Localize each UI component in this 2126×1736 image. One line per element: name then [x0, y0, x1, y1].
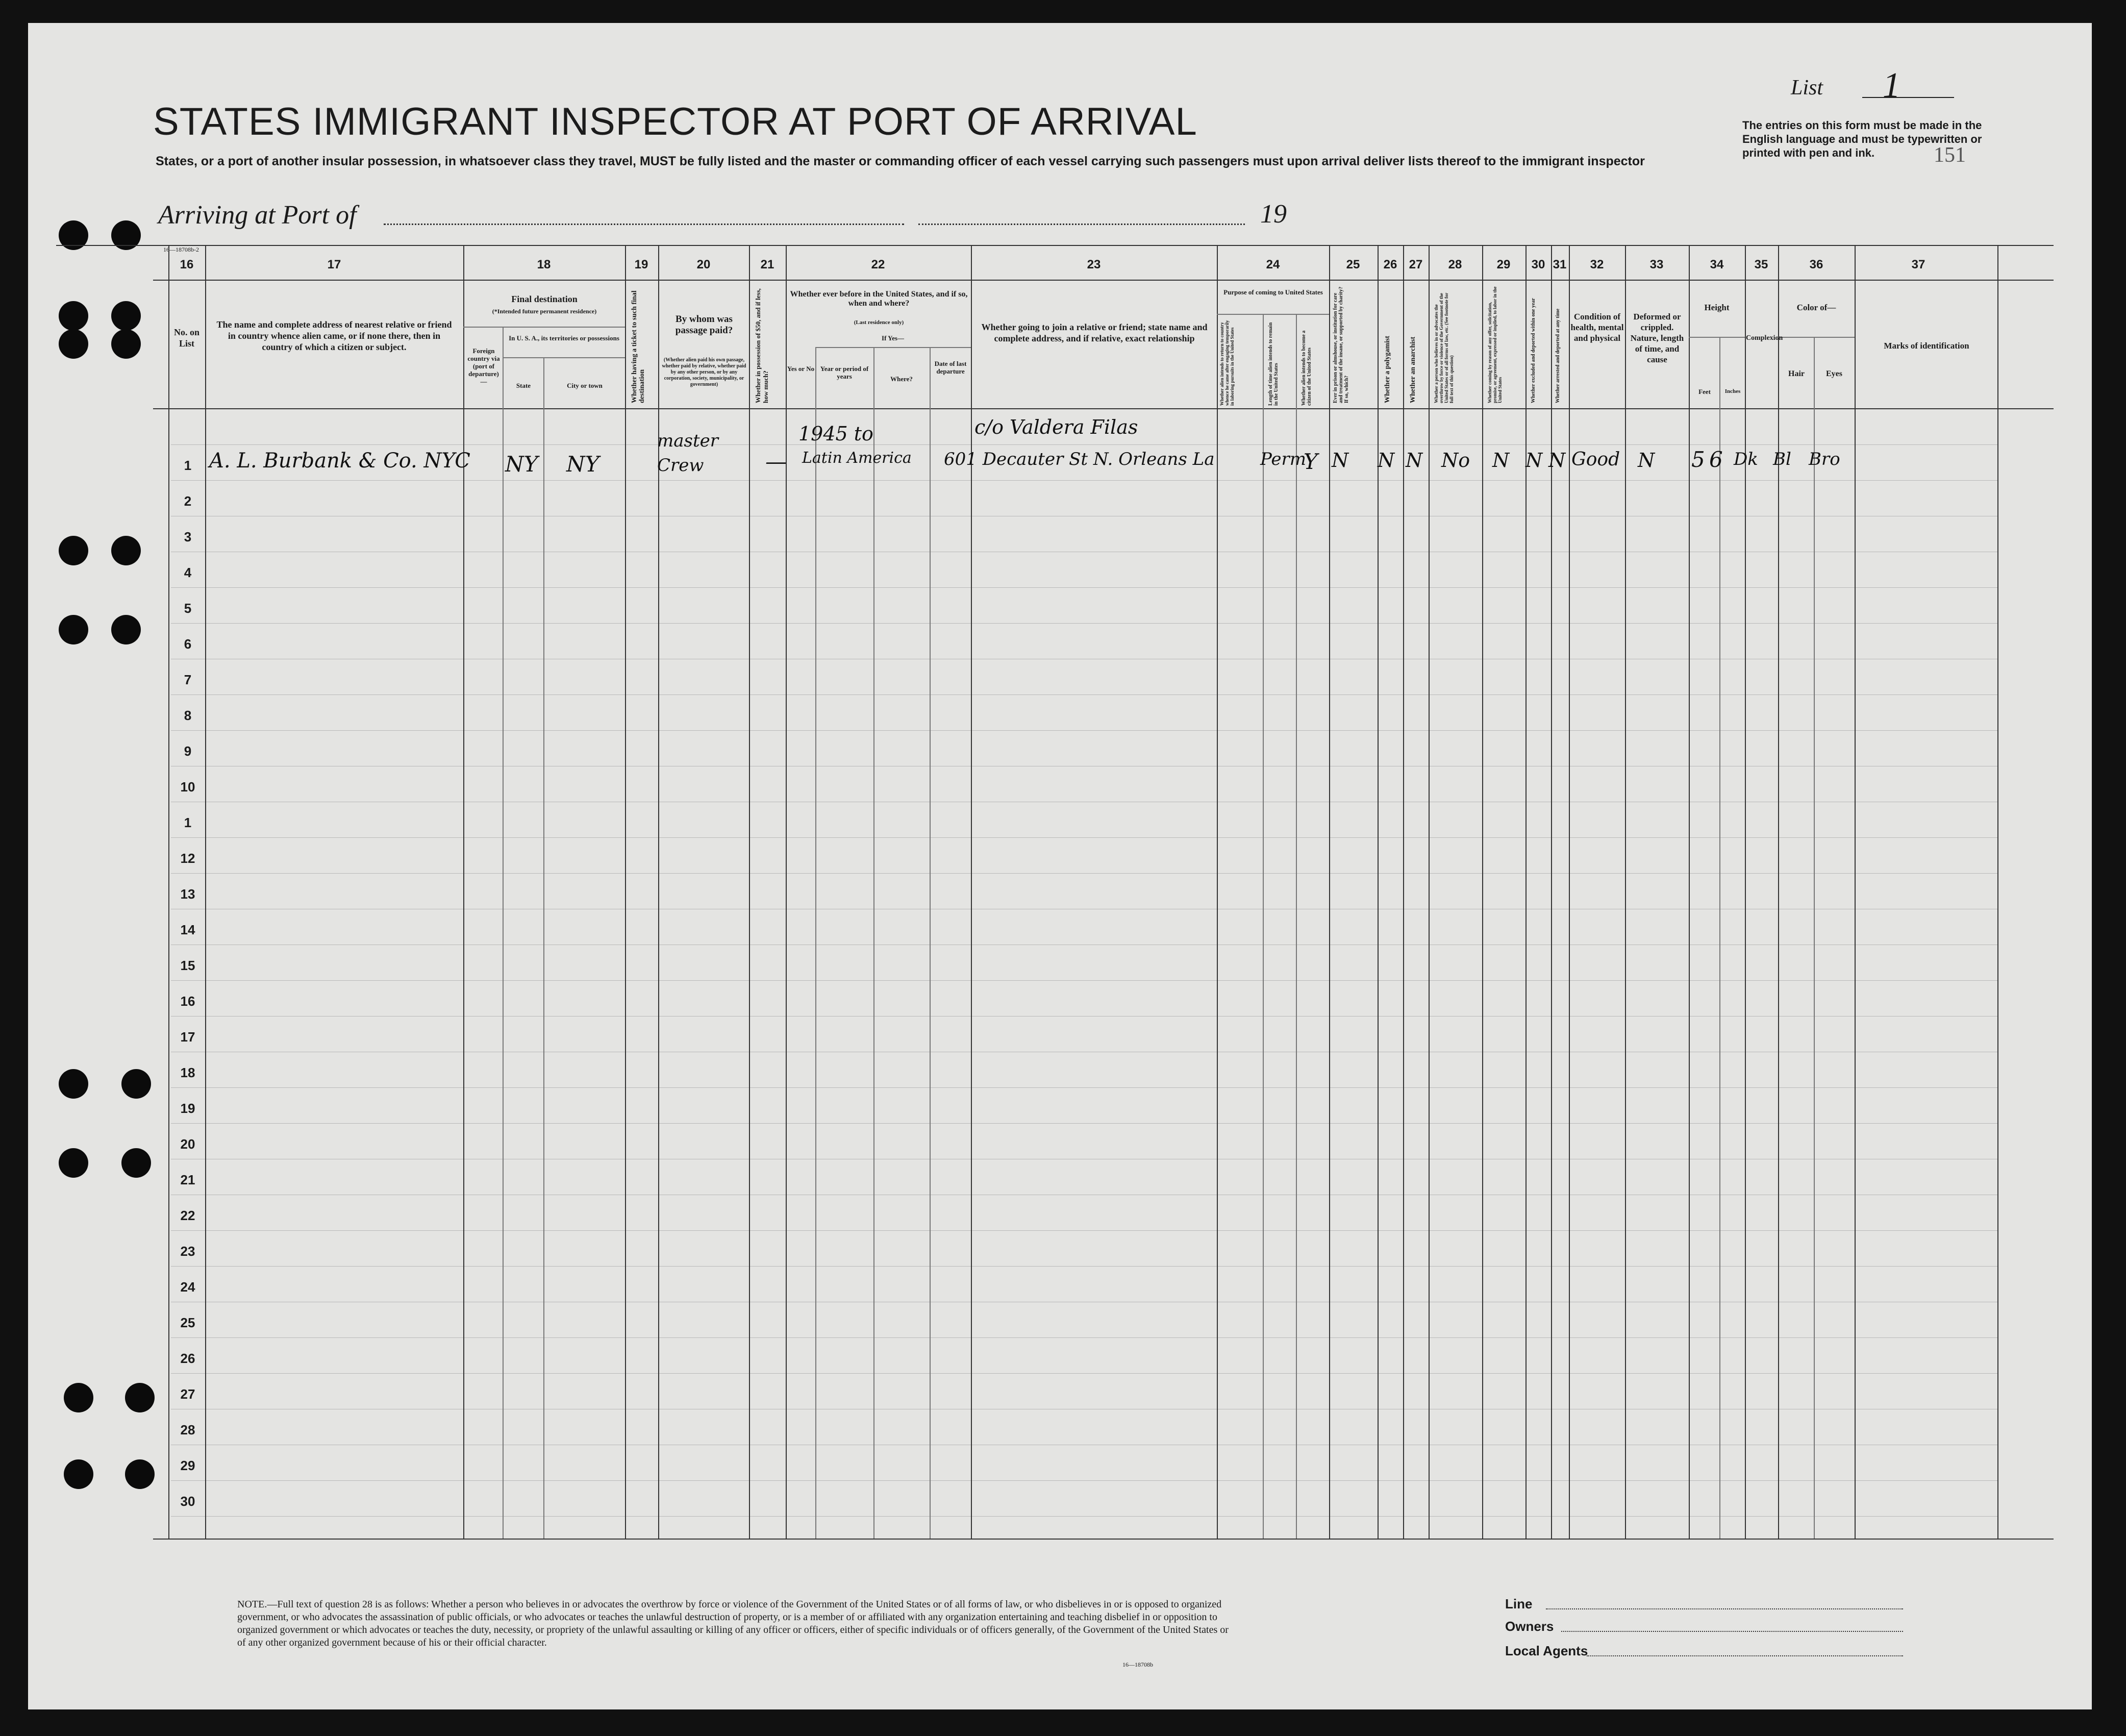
date-line — [918, 224, 1245, 225]
row-number: 2 — [184, 493, 192, 509]
header-date-departure: Date of last departure — [934, 360, 967, 375]
header-deformed: Deformed or crippled. Nature, length of time, and cause — [1630, 312, 1684, 364]
entry-where: Latin America — [802, 449, 912, 467]
entry-inches: 6 — [1709, 447, 1723, 472]
entry-relative: A. L. Burbank & Co. NYC — [209, 449, 470, 473]
row-number: 10 — [180, 779, 195, 795]
row-number: 21 — [180, 1172, 195, 1187]
row-number: 30 — [180, 1494, 195, 1509]
entry-join-address: 601 Decauter St N. Orleans La — [944, 449, 1215, 469]
header-anarchist: Whether an anarchist — [1409, 336, 1417, 403]
row-number: 9 — [184, 743, 192, 759]
row-number: 29 — [180, 1458, 195, 1473]
form-number: 16—18708b-2 — [163, 246, 199, 253]
page-number: 151 — [1934, 143, 1966, 167]
row-number: 4 — [184, 565, 192, 580]
header-city: City or town — [567, 382, 603, 389]
header-foreign-country: Foreign country via (port of departure)— — [467, 347, 500, 385]
header-polygamist: Whether a polygamist — [1384, 336, 1391, 403]
header-ever-before: Whether ever before in the United States, and if so, when and where? — [790, 290, 968, 308]
list-line — [1862, 97, 1954, 98]
row-number: 13 — [180, 886, 195, 902]
row-number: 1 — [184, 458, 192, 473]
row-number: 26 — [180, 1351, 195, 1366]
entry-purpose: Perm — [1260, 449, 1306, 469]
row-number: 24 — [180, 1279, 195, 1295]
form-subtitle: States, or a port of another insular possession, in whatsoever class they travel, MUST be fully listed and the master or commanding officer of each vessel carrying such passengers must upon arrival deliver lists thereof to the immigrant inspector — [156, 154, 1645, 168]
line-field — [1546, 1608, 1903, 1609]
header-marks: Marks of identification — [1884, 341, 1969, 351]
entry-eyes: Bro — [1809, 449, 1840, 469]
row-number: 19 — [180, 1101, 195, 1116]
row-number: 27 — [180, 1386, 195, 1402]
row-number: 14 — [180, 922, 195, 937]
local-agents-label: Local Agents — [1505, 1643, 1588, 1658]
year-label: 19 — [1260, 200, 1287, 229]
row-number: 12 — [180, 851, 195, 866]
row-number: 16 — [180, 994, 195, 1009]
header-money: Whether in possession of $50, and if less, how much? — [754, 288, 769, 403]
row-number: 5 — [184, 601, 192, 616]
form-title: STATES IMMIGRANT INSPECTOR AT PORT OF ARRIVAL — [153, 100, 1197, 143]
arriving-label: Arriving at Port of — [158, 201, 357, 230]
row-number: 25 — [180, 1315, 195, 1330]
header-years: Year or period of years — [820, 365, 869, 380]
row-number: 23 — [180, 1244, 195, 1259]
row-number: 28 — [180, 1422, 195, 1437]
entry-join-name: c/o Valdera Filas — [974, 416, 1138, 438]
line-label: Line — [1505, 1596, 1533, 1611]
row-number: 7 — [184, 672, 192, 687]
row-number: 18 — [180, 1065, 195, 1080]
entry-deformed: N — [1638, 449, 1655, 472]
row-number: 3 — [184, 529, 192, 544]
local-agents-field — [1587, 1655, 1903, 1656]
row-number: 22 — [180, 1208, 195, 1223]
entry-years: 1945 to — [798, 423, 873, 445]
header-yes-no: Yes or No — [787, 365, 815, 373]
header-complexion: Complexion — [1746, 334, 1783, 342]
footnote-form-number: 16—18708b — [1122, 1661, 1153, 1668]
header-height: Height — [1704, 303, 1730, 312]
header-no-on-list: No. on List — [173, 327, 199, 349]
header-ticket: Whether having a ticket to such final destination — [631, 290, 646, 403]
entry-state: NY — [505, 452, 538, 477]
entry-complexion: Dk — [1734, 449, 1758, 469]
entry-feet: 5 — [1691, 447, 1705, 472]
form-sheet — [28, 23, 2092, 1709]
header-passage: By whom was passage paid? — [675, 314, 733, 336]
header-final-destination: Final destination — [511, 294, 578, 304]
entry-money: — — [765, 449, 787, 474]
instructions-note: The entries on this form must be made in the English language and must be typewritten or printed with pen and ink. — [1742, 119, 1982, 159]
row-number: 1 — [184, 815, 192, 830]
header-color: Color of— — [1796, 303, 1836, 312]
header-purpose: Purpose of coming to United States — [1223, 288, 1323, 296]
row-number: 6 — [184, 636, 192, 652]
entry-health: Good — [1571, 449, 1620, 470]
row-number: 20 — [180, 1136, 195, 1152]
header-join-relative: Whether going to join a relative or friend; state name and complete address, and if relative, exact relationship — [981, 322, 1208, 343]
port-line — [384, 224, 904, 225]
row-number: 17 — [180, 1029, 195, 1045]
list-label: List — [1791, 76, 1823, 100]
owners-field — [1561, 1631, 1903, 1632]
owners-label: Owners — [1505, 1619, 1554, 1634]
entry-passage: master Crew — [657, 431, 718, 476]
entry-hair: Bl — [1773, 449, 1791, 469]
entry-citizen: Y — [1304, 449, 1318, 474]
list-value: 1 — [1883, 66, 1900, 105]
header-state: State — [516, 382, 531, 389]
entry-city: NY — [566, 452, 599, 477]
header-relative: The name and complete address of nearest relative or friend in country whence alien came, or if none there, then in country of which a citizen or subject. — [216, 319, 452, 352]
header-where: Where? — [890, 375, 913, 383]
footnote: NOTE.—Full text of question 28 is as follows: Whether a person who believes in or advocates the overthrow by force or violence of the Government of the United States or of all forms of law, or who disbelieves in or is opposed to organized government, or who advocates the assassination of public officials, or who advocates or teaches the unlawful destruction of property, or is a member of or affiliated with any organization entertaining and teaching disbelief in or opposition to organized government or which advocates or teaches the duty, necessity, or propriety of the unlawful assaulting or killing of any officer or officers, either of specific individuals or of officers generally, of the Government of the United States or of any other organized government because of his or their official character. — [237, 1599, 1229, 1648]
header-health: Condition of health, mental and physical — [1570, 312, 1624, 343]
row-number: 15 — [180, 958, 195, 973]
row-number: 8 — [184, 708, 192, 723]
